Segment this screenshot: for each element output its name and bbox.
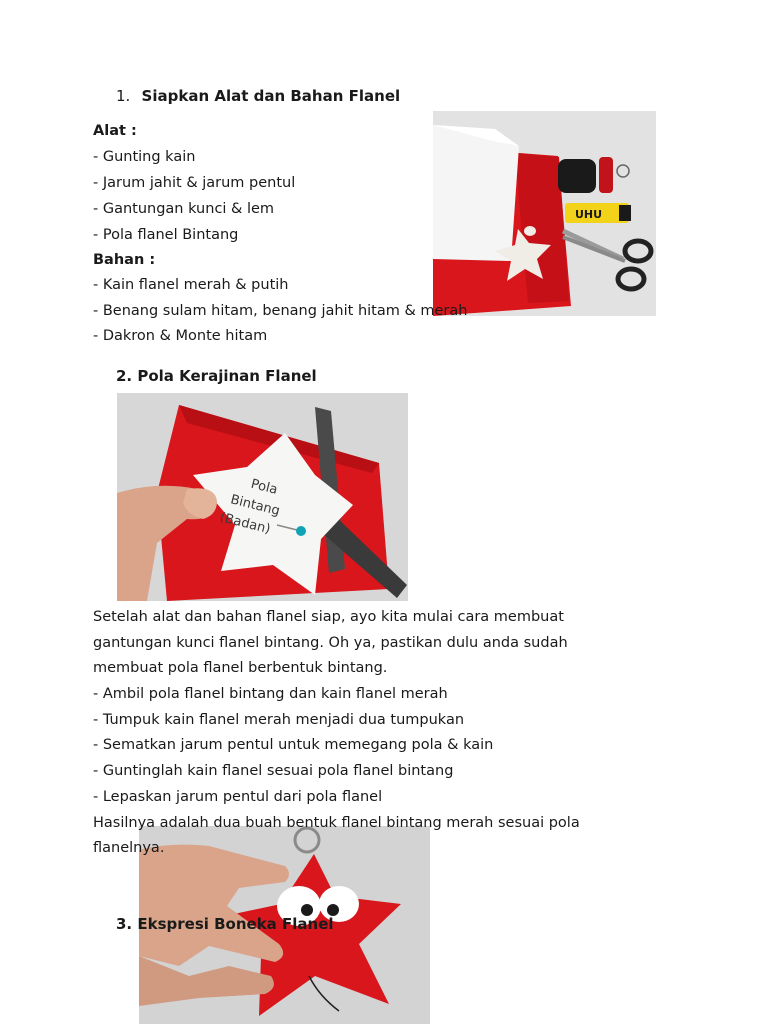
alat-item: - Jarum jahit & jarum pentul [93, 175, 296, 191]
pattern-text: Bintang [228, 492, 282, 520]
bahan-heading: Bahan : [93, 252, 156, 268]
glue-label: UHU [575, 208, 603, 221]
section3-title: 3. Ekspresi Boneka Flanel [116, 915, 334, 933]
pattern-text: (Badan) [218, 510, 272, 538]
pattern-text: Pola [249, 476, 279, 498]
bahan-item: - Benang sulam hitam, benang jahit hitam & merah [93, 303, 468, 319]
body-line: - Ambil pola flanel bintang dan kain flanel merah [93, 686, 448, 702]
alat-item: - Gantungan kunci & lem [93, 201, 275, 217]
alat-heading: Alat : [93, 123, 137, 139]
body-line: Hasilnya adalah dua buah bentuk flanel bintang merah sesuai pola [93, 815, 580, 831]
body-line: - Tumpuk kain flanel merah menjadi dua tumpukan [93, 712, 465, 728]
section1-title: Siapkan Alat dan Bahan Flanel [141, 87, 401, 105]
section1-number: 1. [116, 87, 131, 105]
tools-materials-photo [433, 111, 656, 316]
star-pattern-photo [117, 393, 408, 601]
body-line: Setelah alat dan bahan flanel siap, ayo kita mulai cara membuat [93, 609, 564, 625]
section2-title: 2. Pola Kerajinan Flanel [116, 367, 317, 385]
alat-item: - Pola flanel Bintang [93, 227, 239, 243]
body-line: - Sematkan jarum pentul untuk memegang pola & kain [93, 737, 494, 753]
section1-heading [116, 87, 400, 105]
body-line: - Guntinglah kain flanel sesuai pola flanel bintang [93, 763, 454, 779]
bahan-item: - Kain flanel merah & putih [93, 277, 289, 293]
body-line: gantungan kunci flanel bintang. Oh ya, pastikan dulu anda sudah [93, 635, 568, 651]
body-line: membuat pola flanel berbentuk bintang. [93, 660, 388, 676]
body-line: flanelnya. [93, 840, 165, 856]
alat-item: - Gunting kain [93, 149, 196, 165]
bahan-item: - Dakron & Monte hitam [93, 328, 268, 344]
body-line: - Lepaskan jarum pentul dari pola flanel [93, 789, 383, 805]
